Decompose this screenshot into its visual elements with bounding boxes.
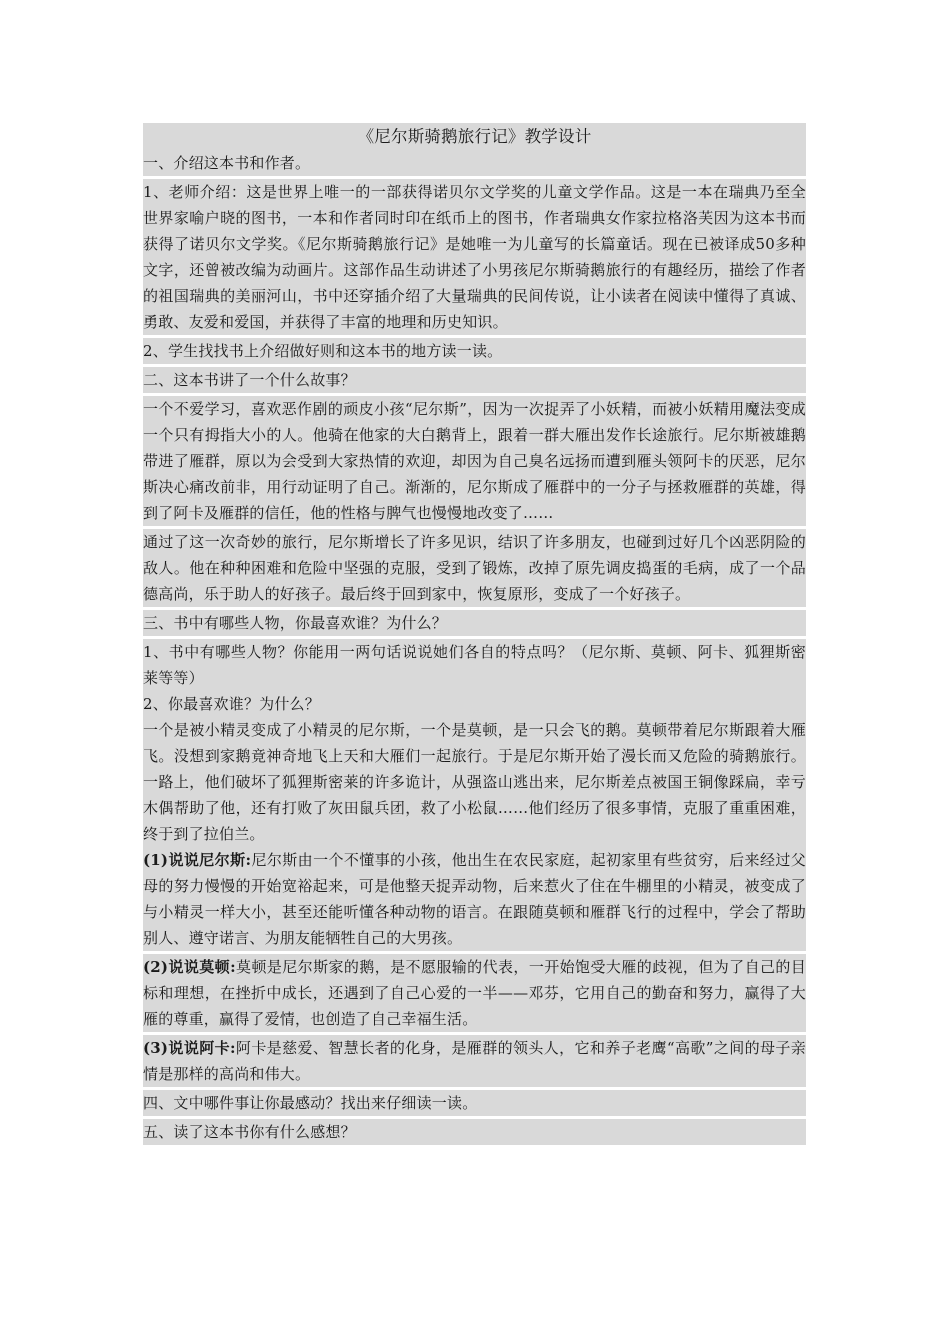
character-morten-label: (2)说说莫顿: [143,958,236,976]
document-title: 《尼尔斯骑鹅旅行记》教学设计 [143,123,806,150]
character-morten-text: 莫顿是尼尔斯家的鹅，是不愿服输的代表，一开始饱受大雁的歧视，但为了自己的目标和理想，在挫折中成长，还遇到了自己心爱的一半——邓芬，它用自己的勤奋和努力，赢得了大雁的尊重，赢得了爱情，也创造了自己幸福生活。 [143,958,806,1028]
section-1-heading: 一、介绍这本书和作者。 [143,150,806,176]
section-2-paragraph-2: 通过了这一次奇妙的旅行，尼尔斯增长了许多见识，结识了许多朋友，也碰到过好几个凶恶阴险的敌人。他在种种困难和危险中坚强的克服，受到了锻炼，改掉了原先调皮捣蛋的毛病，成了一个品德高尚，乐于助人的好孩子。最后终于回到家中，恢复原形，变成了一个好孩子。 [143,529,806,607]
section-2-paragraph-1: 一个不爱学习，喜欢恶作剧的顽皮小孩“尼尔斯”，因为一次捉弄了小妖精，而被小妖精用魔法变成一个只有拇指大小的人。他骑在他家的大白鹅背上，跟着一群大雁出发作长途旅行。尼尔斯被雄鹅带进了雁群，原以为会受到大家热情的欢迎，却因为自己臭名远扬而遭到雁头领阿卡的厌恶，尼尔斯决心痛改前非，用行动证明了自己。渐渐的，尼尔斯成了雁群中的一分子与拯救雁群的英雄，得到了阿卡及雁群的信任，他的性格与脾气也慢慢地改变了…… [143,396,806,526]
character-akka-text: 阿卡是慈爱、智慧长者的化身，是雁群的领头人，它和养子老鹰“高歌”之间的母子亲情是那样的高尚和伟大。 [143,1039,806,1083]
character-akka [143,1035,806,1087]
document-body [143,123,806,1145]
section-3-paragraph-2: 2、你最喜欢谁？为什么？ [143,691,806,717]
character-nils-text: 尼尔斯由一个不懂事的小孩，他出生在农民家庭，起初家里有些贫穷，后来经过父母的努力慢慢的开始宽裕起来，可是他整天捉弄动物，后来惹火了住在牛棚里的小精灵，被变成了与小精灵一样大小，甚至还能听懂各种动物的语言。在跟随莫顿和雁群飞行的过程中，学会了帮助别人、遵守诺言、为朋友能牺牲自己的大男孩。 [143,851,806,947]
section-2-heading: 二、这本书讲了一个什么故事？ [143,367,806,393]
section-4-heading: 四、文中哪件事让你最感动？找出来仔细读一读。 [143,1090,806,1116]
section-3-paragraph-3: 一个是被小精灵变成了小精灵的尼尔斯，一个是莫顿，是一只会飞的鹅。莫顿带着尼尔斯跟着大雁飞。没想到家鹅竟神奇地飞上天和大雁们一起旅行。于是尼尔斯开始了漫长而又危险的骑鹅旅行。一路上，他们破坏了狐狸斯密莱的许多诡计，从强盗山逃出来，尼尔斯差点被国王铜像踩扁，幸亏木偶帮助了他，还有打败了灰田鼠兵团，救了小松鼠……他们经历了很多事情，克服了重重困难，终于到了拉伯兰。 [143,717,806,847]
character-nils-label: (1)说说尼尔斯: [143,851,252,869]
section-5-heading: 五、读了这本书你有什么感想？ [143,1119,806,1145]
character-morten [143,954,806,1032]
section-3-paragraph-1: 1、书中有哪些人物？你能用一两句话说说她们各自的特点吗？（尼尔斯、莫顿、阿卡、狐狸斯密莱等等） [143,639,806,691]
section-1-paragraph-2: 2、学生找找书上介绍做好则和这本书的地方读一读。 [143,338,806,364]
section-3-heading: 三、书中有哪些人物，你最喜欢谁？为什么？ [143,610,806,636]
character-nils [143,847,806,951]
character-akka-label: (3)说说阿卡: [143,1039,236,1057]
section-1-paragraph-1: 1、老师介绍：这是世界上唯一的一部获得诺贝尔文学奖的儿童文学作品。这是一本在瑞典乃至全世界家喻户晓的图书，一本和作者同时印在纸币上的图书，作者瑞典女作家拉格洛芙因为这本书而获得了诺贝尔文学奖。《尼尔斯骑鹅旅行记》是她唯一为儿童写的长篇童话。现在已被译成50多种文字，还曾被改编为动画片。这部作品生动讲述了小男孩尼尔斯骑鹅旅行的有趣经历，描绘了作者的祖国瑞典的美丽河山，书中还穿插介绍了大量瑞典的民间传说，让小读者在阅读中懂得了真诚、勇敢、友爱和爱国，并获得了丰富的地理和历史知识。 [143,179,806,335]
